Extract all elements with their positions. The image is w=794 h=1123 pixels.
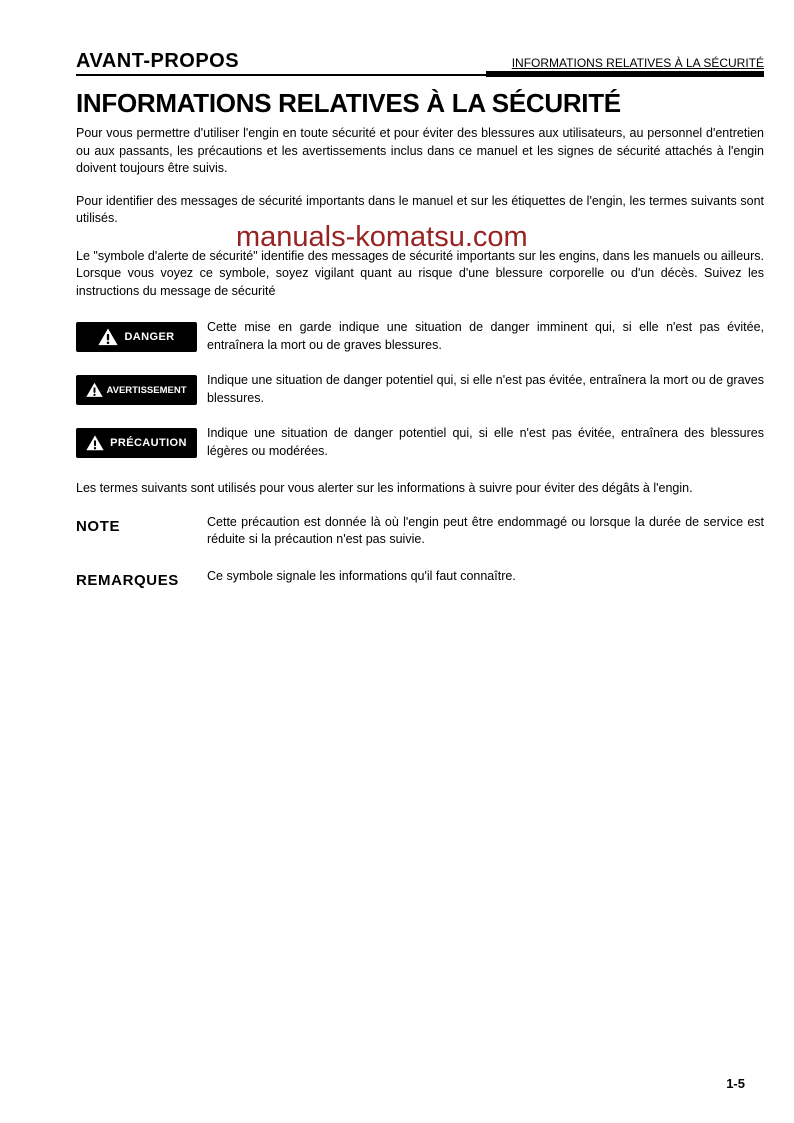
warning-triangle-icon	[86, 382, 103, 398]
avertissement-row	[76, 372, 764, 407]
header-rule	[76, 74, 764, 76]
avertissement-sign	[76, 375, 197, 405]
precaution-row	[76, 425, 764, 460]
avertissement-sign-label: AVERTISSEMENT	[106, 384, 187, 396]
page-header	[76, 50, 764, 76]
remarques-description: Ce symbole signale les informations qu'il faut connaître.	[207, 568, 516, 583]
warning-triangle-icon	[98, 328, 118, 346]
header-rule-thick-segment	[486, 71, 764, 77]
avertissement-description: Indique une situation de danger potentiel qui, si elle n'est pas évitée, entraînera la mort ou de graves blessures.	[207, 373, 764, 405]
danger-description: Cette mise en garde indique une situation de danger imminent qui, si elle n'est pas évitée, entraînera la mort ou de graves blessures.	[207, 320, 764, 352]
danger-sign	[76, 322, 197, 352]
warning-definitions	[76, 319, 764, 460]
precaution-sign-column	[76, 425, 199, 460]
note-label: NOTE	[76, 517, 121, 535]
danger-row	[76, 319, 764, 354]
remarques-label: REMARQUES	[76, 571, 179, 589]
intro-paragraph: Pour vous permettre d'utiliser l'engin en toute sécurité et pour éviter des blessures aux utilisateurs, au personnel d'entretien ou aux passants, les précautions et les avertissements inclus dans ce manuel et les signes de sécurité attachés à l'engin doivent toujours être suivis.	[76, 126, 764, 175]
terms-paragraph: Les termes suivants sont utilisés pour vous alerter sur les informations à suivre pour éviter des dégâts à l'engin.	[76, 481, 693, 495]
header-row	[76, 50, 764, 72]
danger-sign-label: DANGER	[124, 331, 175, 343]
header-section-title: AVANT-PROPOS	[76, 50, 240, 72]
remarques-row	[76, 568, 764, 589]
header-chapter-title: INFORMATIONS RELATIVES À LA SÉCURITÉ	[511, 56, 764, 70]
identify-paragraph: Pour identifier des messages de sécurité importants dans le manuel et sur les étiquettes de l'engin, les termes suivants sont utilisés.	[76, 193, 764, 225]
remarques-label-column	[76, 568, 199, 589]
precaution-sign-label: PRÉCAUTION	[110, 437, 187, 449]
danger-sign-column	[76, 319, 199, 354]
note-description: Cette précaution est donnée là où l'engin peut être endommagé ou lorsque la durée de service est réduite si la précaution n'est pas suivie.	[207, 514, 764, 546]
alert-symbol-paragraph: Le "symbole d'alerte de sécurité" identifie des messages de sécurité importants sur les engins, dans les manuels ou ailleurs. Lorsque vous voyez ce symbole, soyez vigilant quant au risque d'une blessure corporelle ou d'un décès. Suivez les instructions du message de sécurité	[76, 248, 764, 298]
warning-triangle-icon	[86, 435, 104, 451]
precaution-sign	[76, 428, 197, 458]
page-title: INFORMATIONS RELATIVES À LA SÉCURITÉ	[76, 88, 621, 118]
note-row	[76, 514, 764, 549]
precaution-description: Indique une situation de danger potentiel qui, si elle n'est pas évitée, entraînera des blessures légères ou modérées.	[207, 426, 764, 458]
note-label-column	[76, 514, 199, 549]
avertissement-sign-column	[76, 372, 199, 407]
watermark: manuals-komatsu.com	[236, 220, 528, 253]
page-number: 1-5	[726, 1076, 745, 1091]
